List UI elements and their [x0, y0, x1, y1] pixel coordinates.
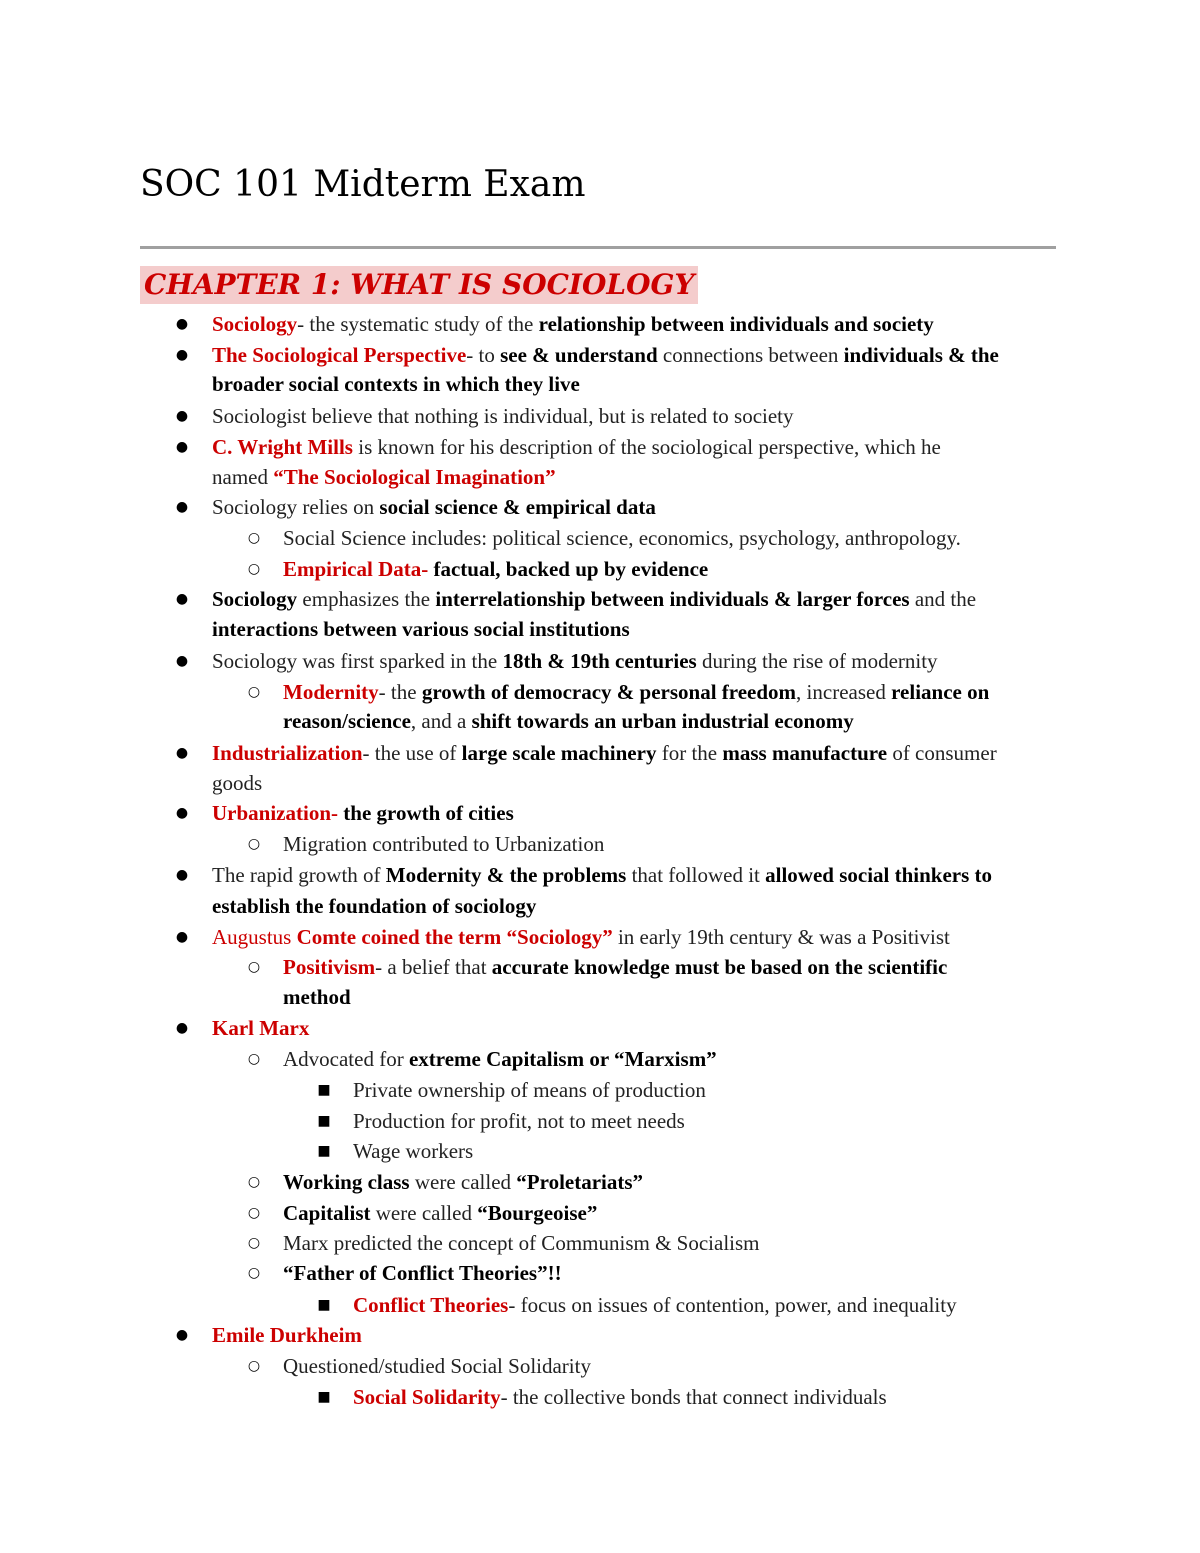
bullet-disc-icon: ●: [175, 591, 189, 607]
bullet-circle-icon: ○: [247, 561, 261, 577]
list-item: Industrialization- the use of large scale machinery for the mass manufacture of consumer: [212, 741, 997, 765]
list-item: The Sociological Perspective- to see & understand connections between individuals & the: [212, 343, 999, 367]
list-item: Urbanization- the growth of cities: [212, 801, 514, 825]
term: Social Solidarity: [353, 1385, 501, 1409]
list-item: Empirical Data- factual, backed up by evidence: [283, 557, 709, 581]
bullet-disc-icon: ●: [175, 745, 189, 761]
term: Modernity: [283, 680, 379, 704]
bullet-circle-icon: ○: [247, 1205, 261, 1221]
list-item: C. Wright Mills is known for his description of the sociological perspective, which he: [212, 435, 941, 459]
list-item-continuation: named “The Sociological Imagination”: [212, 465, 556, 489]
bullet-square-icon: ■: [317, 1297, 331, 1313]
bullet-circle-icon: ○: [247, 530, 261, 546]
list-item: Positivism- a belief that accurate knowledge must be based on the scientific: [283, 955, 948, 979]
bullet-disc-icon: ●: [175, 347, 189, 363]
term: Industrialization: [212, 741, 363, 765]
term: Augustus: [212, 925, 297, 949]
list-item: Social Solidarity- the collective bonds that connect individuals: [353, 1385, 887, 1409]
list-item: Sociology emphasizes the interrelationship between individuals & larger forces and the: [212, 587, 977, 611]
list-item: “Father of Conflict Theories”!!: [283, 1261, 562, 1285]
bullet-disc-icon: ●: [175, 1020, 189, 1036]
term: Empirical Data: [283, 557, 422, 581]
list-item: Conflict Theories- focus on issues of contention, power, and inequality: [353, 1293, 957, 1317]
bullet-disc-icon: ●: [175, 316, 189, 332]
list-item: Augustus Comte coined the term “Sociology” in early 19th century & was a Positivist: [212, 925, 950, 949]
list-item-continuation: broader social contexts in which they live: [212, 372, 580, 396]
list-item: [212, 1320, 362, 1350]
bullet-disc-icon: ●: [175, 1327, 189, 1343]
list-item: Capitalist were called “Bourgeoise”: [283, 1201, 598, 1225]
bullet-circle-icon: ○: [247, 836, 261, 852]
list-item-continuation: goods: [212, 771, 263, 795]
bullet-circle-icon: ○: [247, 1174, 261, 1190]
bullet-circle-icon: ○: [247, 1358, 261, 1374]
list-item: Sociology relies on social science & empirical data: [212, 495, 656, 519]
term: Karl Marx: [212, 1016, 310, 1040]
list-item: Production for profit, not to meet needs: [353, 1109, 685, 1133]
chapter-heading: CHAPTER 1: WHAT IS SOCIOLOGY: [140, 266, 698, 304]
bullet-disc-icon: ●: [175, 439, 189, 455]
bullet-circle-icon: ○: [247, 684, 261, 700]
list-item: Social Science includes: political science, economics, psychology, anthropology.: [283, 526, 961, 550]
list-item-continuation: establish the foundation of sociology: [212, 894, 537, 918]
list-item: Modernity- the growth of democracy & personal freedom, increased reliance on: [283, 680, 990, 704]
list-item: Wage workers: [353, 1139, 474, 1163]
bullet-disc-icon: ●: [175, 805, 189, 821]
list-item: Working class were called “Proletariats”: [283, 1170, 644, 1194]
term: C. Wright Mills: [212, 435, 353, 459]
term: Sociology: [212, 312, 298, 336]
page-title: SOC 101 Midterm Exam: [140, 164, 586, 205]
bullet-disc-icon: ●: [175, 929, 189, 945]
list-item: Migration contributed to Urbanization: [283, 832, 605, 856]
bullet-circle-icon: ○: [247, 1235, 261, 1251]
bullet-disc-icon: ●: [175, 408, 189, 424]
list-item: Sociology- the systematic study of the relationship between individuals and society: [212, 312, 934, 336]
term: Urbanization: [212, 801, 332, 825]
bullet-circle-icon: ○: [247, 959, 261, 975]
list-item: Private ownership of means of production: [353, 1078, 706, 1102]
term: Conflict Theories: [353, 1293, 509, 1317]
term: Positivism: [283, 955, 376, 979]
list-item: [212, 1013, 309, 1043]
term: Emile Durkheim: [212, 1323, 362, 1347]
list-item: Advocated for extreme Capitalism or “Marxism”: [283, 1047, 717, 1071]
list-item-continuation: reason/science, and a shift towards an urban industrial economy: [283, 709, 854, 733]
list-item: Sociology was first sparked in the 18th & 19th centuries during the rise of modernity: [212, 649, 938, 673]
bullet-square-icon: ■: [317, 1082, 331, 1098]
term: “The Sociological Imagination”: [273, 465, 556, 489]
bullet-circle-icon: ○: [247, 1265, 261, 1281]
list-item-continuation: method: [283, 985, 351, 1009]
list-item: Marx predicted the concept of Communism & Socialism: [283, 1231, 760, 1255]
bullet-circle-icon: ○: [247, 1051, 261, 1067]
list-item: Sociologist believe that nothing is individual, but is related to society: [212, 404, 794, 428]
bullet-disc-icon: ●: [175, 499, 189, 515]
term: The Sociological Perspective: [212, 343, 467, 367]
bullet-square-icon: ■: [317, 1113, 331, 1129]
list-item-continuation: interactions between various social institutions: [212, 617, 630, 641]
bullet-disc-icon: ●: [175, 653, 189, 669]
bullet-square-icon: ■: [317, 1143, 331, 1159]
bullet-square-icon: ■: [317, 1389, 331, 1405]
list-item: The rapid growth of Modernity & the problems that followed it allowed social thinkers to: [212, 863, 993, 887]
list-item: Questioned/studied Social Solidarity: [283, 1354, 591, 1378]
horizontal-rule: [140, 246, 1056, 249]
bullet-disc-icon: ●: [175, 867, 189, 883]
